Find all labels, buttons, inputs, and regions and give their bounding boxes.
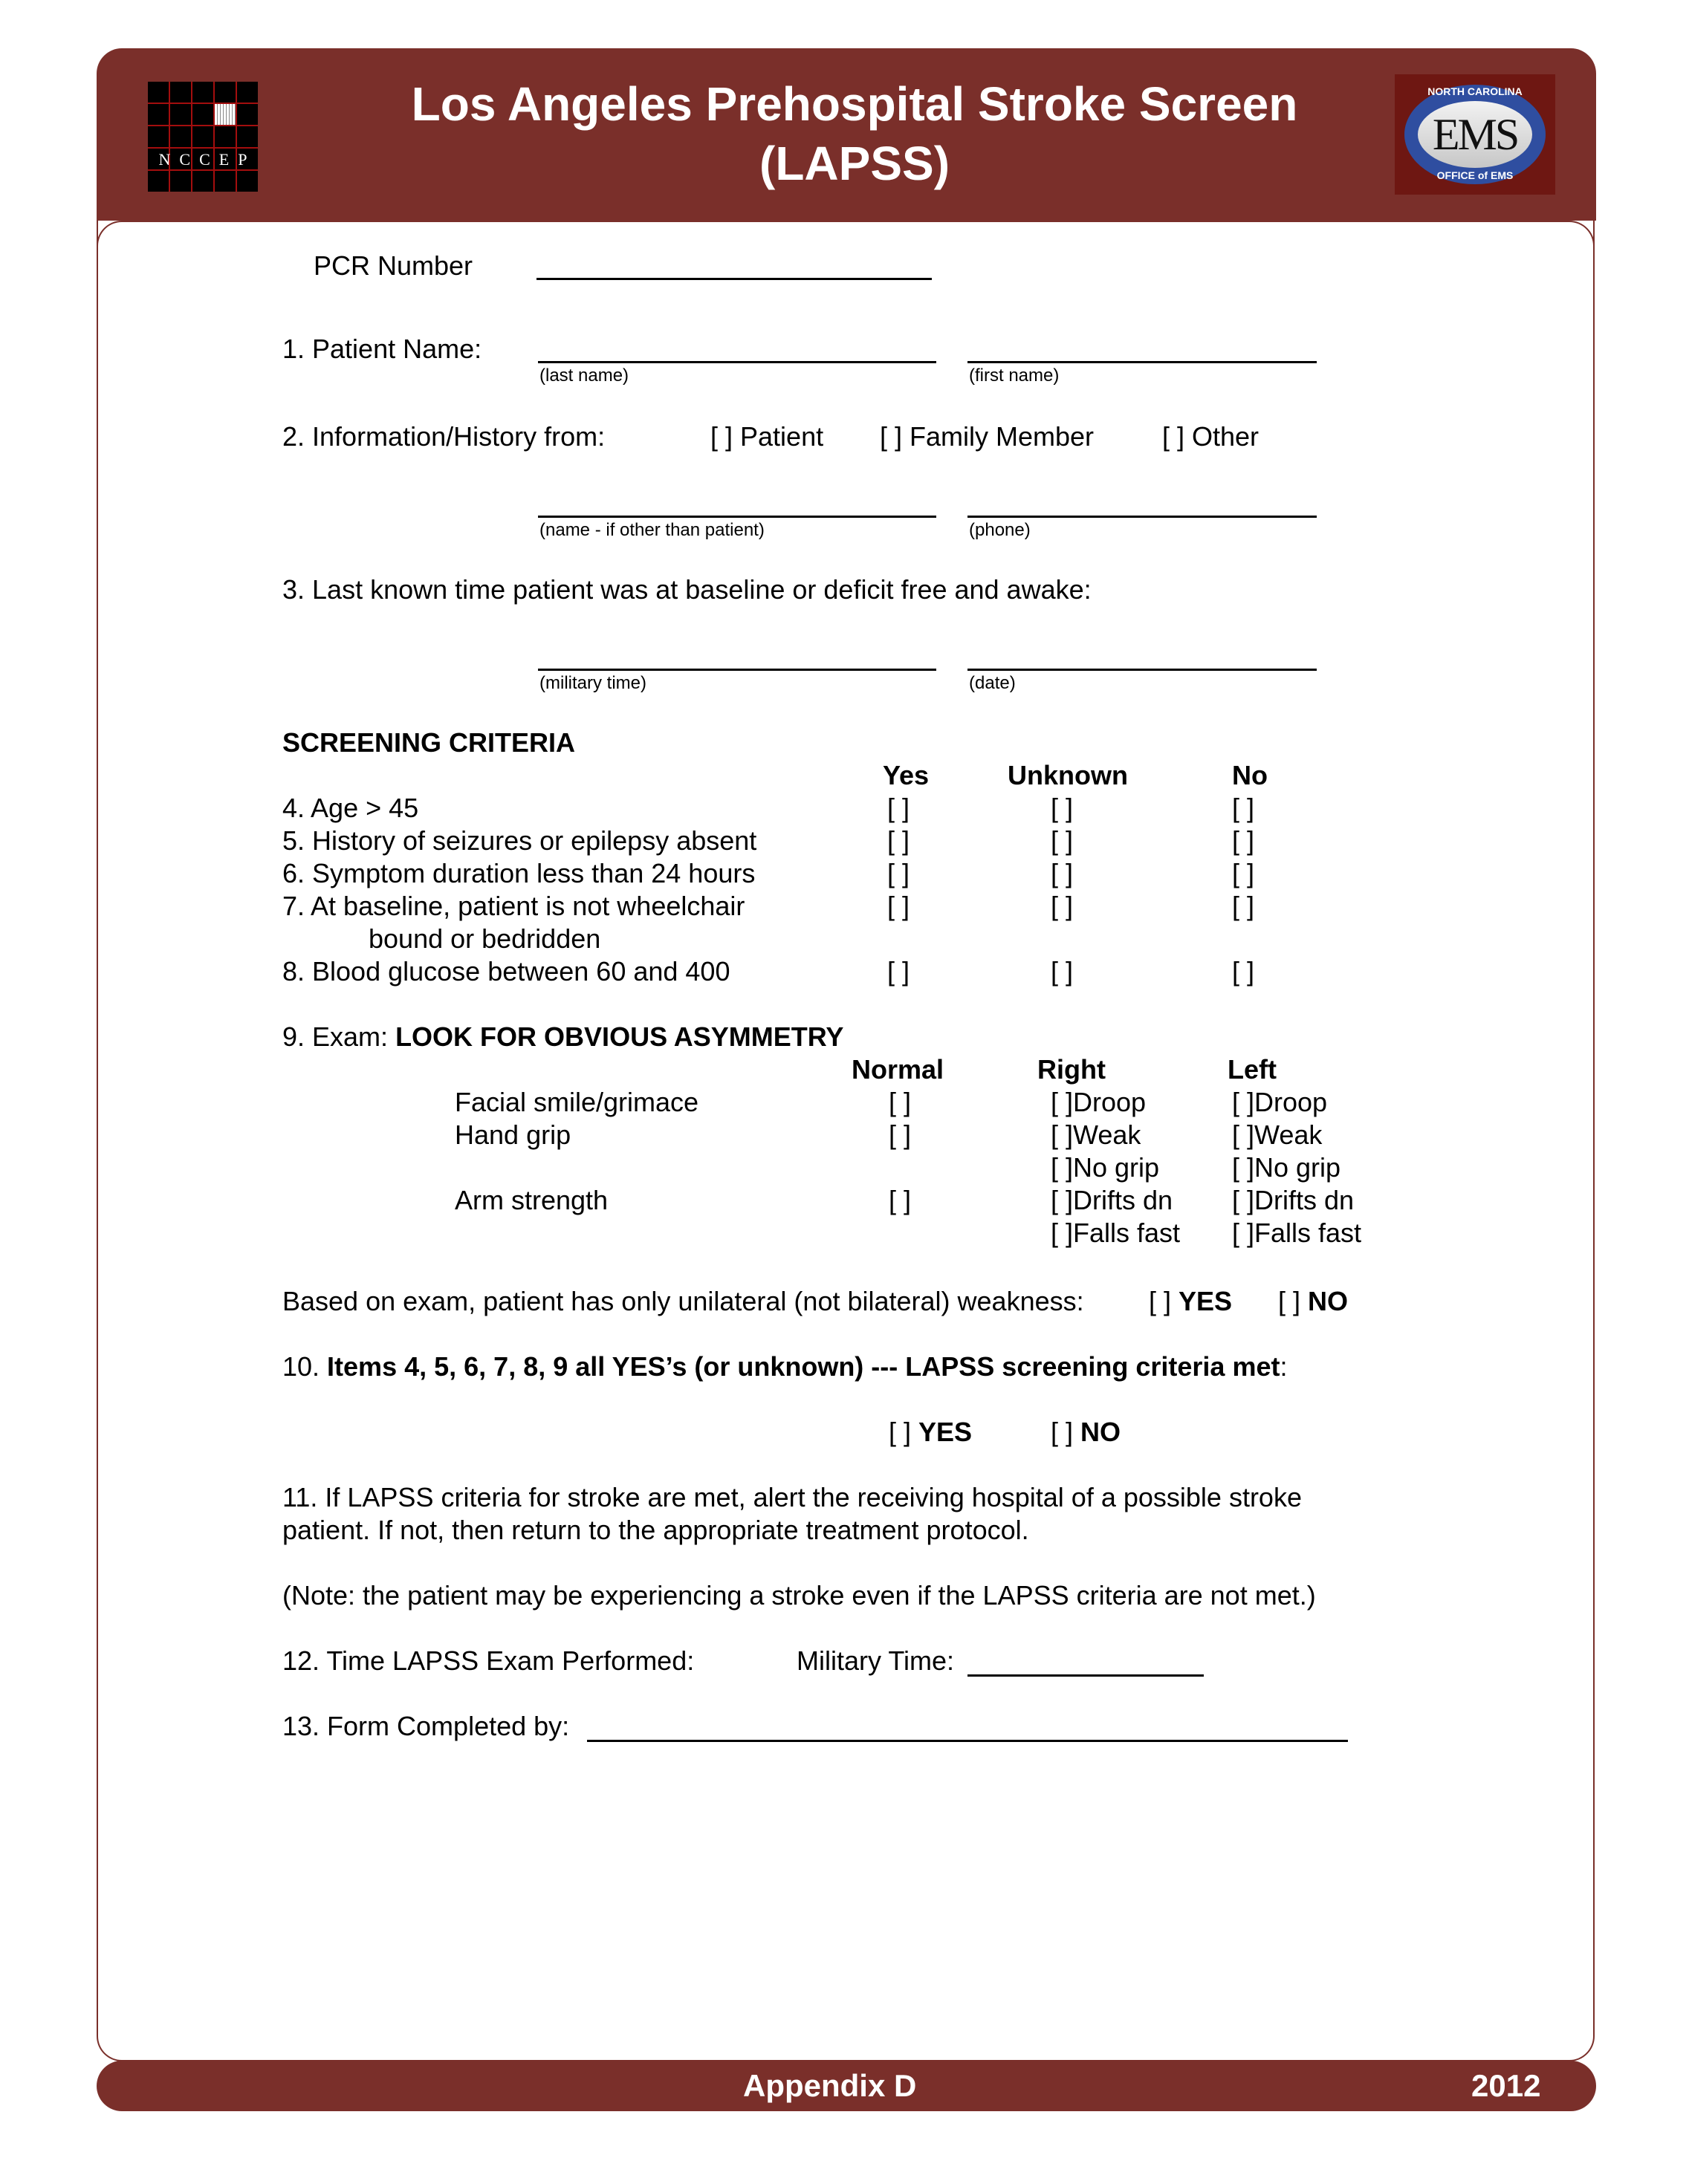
wheelchair-yes-checkbox[interactable]: [ ] bbox=[887, 891, 910, 921]
exam-arm-strength: Arm strength bbox=[455, 1185, 609, 1215]
duration-unknown-checkbox[interactable]: [ ] bbox=[1051, 858, 1074, 888]
military-time-field[interactable] bbox=[538, 669, 936, 671]
screening-heading: SCREENING CRITERIA bbox=[282, 727, 576, 758]
phone-field[interactable] bbox=[967, 516, 1317, 518]
right-no-grip-checkbox[interactable] bbox=[1051, 1151, 1159, 1184]
exam-time-label: 12. Time LAPSS Exam Performed: bbox=[282, 1645, 695, 1676]
age-yes-checkbox[interactable]: [ ] bbox=[887, 793, 910, 823]
logo-ems-text: EMS bbox=[1432, 110, 1518, 159]
option-label: Droop bbox=[1073, 1087, 1147, 1117]
col-left: Left bbox=[1228, 1054, 1277, 1085]
first-name-caption: (first name) bbox=[969, 365, 1060, 386]
seizures-no-checkbox[interactable]: [ ] bbox=[1232, 825, 1255, 856]
option-label: Weak bbox=[1254, 1119, 1323, 1150]
option-label: NO bbox=[1308, 1286, 1349, 1316]
left-no-grip-checkbox[interactable] bbox=[1232, 1151, 1340, 1184]
left-drifts-checkbox[interactable] bbox=[1232, 1184, 1354, 1217]
right-falls-checkbox[interactable] bbox=[1051, 1217, 1180, 1249]
nccep-logo bbox=[148, 82, 258, 192]
option-label: YES bbox=[918, 1417, 973, 1447]
page-title-line2: (LAPSS) bbox=[759, 137, 950, 190]
page-title-line1: Los Angeles Prehospital Stroke Screen bbox=[411, 77, 1298, 131]
age-no-checkbox[interactable]: [ ] bbox=[1232, 793, 1255, 823]
q11-line2: patient. If not, then return to the appropriate treatment protocol. bbox=[282, 1515, 1029, 1545]
checkbox-glyph: [ ] bbox=[1278, 1286, 1301, 1316]
patient-name-label: 1. Patient Name: bbox=[282, 334, 482, 364]
checkbox-glyph: [ ] bbox=[1232, 1119, 1255, 1150]
exam-facial: Facial smile/grimace bbox=[455, 1087, 699, 1117]
nc-oems-logo bbox=[1395, 74, 1555, 195]
info-history-label: 2. Information/History from: bbox=[282, 421, 606, 452]
checkbox-glyph: [ ] bbox=[1051, 1119, 1074, 1150]
nccep-logo-text: NCCEP bbox=[158, 150, 256, 169]
criteria-met-question bbox=[282, 1351, 1287, 1383]
unilateral-question: Based on exam, patient has only unilateral (not bilateral) weakness: bbox=[282, 1286, 1084, 1316]
criteria-glucose: 8. Blood glucose between 60 and 400 bbox=[282, 956, 730, 987]
criteria-met-yes-checkbox[interactable] bbox=[889, 1416, 972, 1449]
q10-prefix: 10. bbox=[282, 1351, 328, 1382]
right-droop-checkbox[interactable] bbox=[1051, 1086, 1146, 1119]
right-drifts-checkbox[interactable] bbox=[1051, 1184, 1173, 1217]
wheelchair-unknown-checkbox[interactable]: [ ] bbox=[1051, 891, 1074, 921]
facial-normal-checkbox[interactable]: [ ] bbox=[889, 1087, 912, 1117]
checkbox-glyph: [ ] bbox=[1051, 1152, 1074, 1183]
criteria-wheelchair: 7. At baseline, patient is not wheelchair bbox=[282, 891, 745, 921]
unilateral-no-checkbox[interactable] bbox=[1278, 1285, 1348, 1318]
unilateral-yes-checkbox[interactable] bbox=[1149, 1285, 1232, 1318]
col-yes: Yes bbox=[883, 760, 930, 790]
checkbox-glyph: [ ] bbox=[889, 1417, 912, 1447]
col-unknown: Unknown bbox=[1008, 760, 1128, 790]
option-other[interactable]: [ ] Other bbox=[1162, 421, 1260, 452]
right-weak-checkbox[interactable] bbox=[1051, 1119, 1141, 1151]
exam-military-time-field[interactable] bbox=[967, 1674, 1204, 1677]
date-caption: (date) bbox=[969, 673, 1016, 693]
checkbox-glyph: [ ] bbox=[1051, 1185, 1074, 1215]
grip-normal-checkbox[interactable]: [ ] bbox=[889, 1119, 912, 1150]
left-weak-checkbox[interactable] bbox=[1232, 1119, 1322, 1151]
checkbox-glyph: [ ] bbox=[1232, 1218, 1255, 1248]
left-droop-checkbox[interactable] bbox=[1232, 1086, 1327, 1119]
criteria-seizures: 5. History of seizures or epilepsy absent bbox=[282, 825, 757, 856]
footer-year: 2012 bbox=[1471, 2068, 1541, 2103]
checkbox-glyph: [ ] bbox=[1232, 1185, 1255, 1215]
exam-prefix: 9. Exam: bbox=[282, 1021, 396, 1052]
pcr-number-field[interactable] bbox=[536, 278, 932, 280]
date-field[interactable] bbox=[967, 669, 1317, 671]
glucose-no-checkbox[interactable]: [ ] bbox=[1232, 956, 1255, 987]
arm-normal-checkbox[interactable]: [ ] bbox=[889, 1185, 912, 1215]
grid-mark-icon bbox=[215, 104, 236, 125]
other-name-caption: (name - if other than patient) bbox=[539, 520, 765, 540]
military-time-caption: (military time) bbox=[539, 673, 646, 693]
duration-no-checkbox[interactable]: [ ] bbox=[1232, 858, 1255, 888]
checkbox-glyph: [ ] bbox=[1232, 1087, 1255, 1117]
glucose-unknown-checkbox[interactable]: [ ] bbox=[1051, 956, 1074, 987]
option-label: Droop bbox=[1254, 1087, 1328, 1117]
checkbox-glyph: [ ] bbox=[1051, 1218, 1074, 1248]
last-name-caption: (last name) bbox=[539, 365, 629, 386]
exam-heading bbox=[282, 1021, 843, 1053]
q10-suffix: : bbox=[1280, 1351, 1288, 1382]
last-known-time-label: 3. Last known time patient was at baseline or deficit free and awake: bbox=[282, 574, 1092, 605]
phone-caption: (phone) bbox=[969, 520, 1031, 540]
completed-by-field[interactable] bbox=[587, 1740, 1348, 1742]
left-falls-checkbox[interactable] bbox=[1232, 1217, 1361, 1249]
option-label: Drifts dn bbox=[1254, 1185, 1355, 1215]
note-text: (Note: the patient may be experiencing a stroke even if the LAPSS criteria are not met.) bbox=[282, 1580, 1316, 1611]
option-label: Weak bbox=[1073, 1119, 1141, 1150]
checkbox-glyph: [ ] bbox=[1051, 1417, 1074, 1447]
checkbox-glyph: [ ] bbox=[1149, 1286, 1172, 1316]
col-right: Right bbox=[1037, 1054, 1106, 1085]
option-family-member[interactable]: [ ] Family Member bbox=[880, 421, 1095, 452]
last-name-field[interactable] bbox=[538, 361, 936, 363]
option-label: Falls fast bbox=[1254, 1218, 1362, 1248]
duration-yes-checkbox[interactable]: [ ] bbox=[887, 858, 910, 888]
option-patient[interactable]: [ ] Patient bbox=[710, 421, 824, 452]
logo-bottom-text: OFFICE of EMS bbox=[1436, 169, 1514, 181]
pcr-label: PCR Number bbox=[314, 250, 473, 281]
glucose-yes-checkbox[interactable]: [ ] bbox=[887, 956, 910, 987]
q11-line1: 11. If LAPSS criteria for stroke are met, alert the receiving hospital of a possible stroke bbox=[282, 1482, 1302, 1512]
criteria-age: 4. Age > 45 bbox=[282, 793, 419, 823]
col-normal: Normal bbox=[852, 1054, 944, 1085]
other-name-field[interactable] bbox=[538, 516, 936, 518]
exam-heading-bold: LOOK FOR OBVIOUS ASYMMETRY bbox=[395, 1021, 844, 1052]
footer-appendix: Appendix D bbox=[743, 2068, 917, 2103]
option-label: YES bbox=[1179, 1286, 1233, 1316]
military-time-label: Military Time: bbox=[797, 1645, 955, 1676]
seizures-unknown-checkbox[interactable]: [ ] bbox=[1051, 825, 1074, 856]
checkbox-glyph: [ ] bbox=[1051, 1087, 1074, 1117]
criteria-wheelchair-cont: bound or bedridden bbox=[369, 923, 601, 954]
col-no: No bbox=[1232, 760, 1268, 790]
logo-top-text: NORTH CAROLINA bbox=[1427, 85, 1523, 97]
option-label: Falls fast bbox=[1073, 1218, 1181, 1248]
criteria-met-no-checkbox[interactable] bbox=[1051, 1416, 1121, 1449]
criteria-duration: 6. Symptom duration less than 24 hours bbox=[282, 858, 756, 888]
form-frame bbox=[97, 221, 1595, 2061]
option-label: No grip bbox=[1254, 1152, 1341, 1183]
seizures-yes-checkbox[interactable]: [ ] bbox=[887, 825, 910, 856]
first-name-field[interactable] bbox=[967, 361, 1317, 363]
q10-text: Items 4, 5, 6, 7, 8, 9 all YES’s (or unknown) --- LAPSS screening criteria met bbox=[327, 1351, 1280, 1382]
option-label: Drifts dn bbox=[1073, 1185, 1173, 1215]
checkbox-glyph: [ ] bbox=[1232, 1152, 1255, 1183]
exam-hand-grip: Hand grip bbox=[455, 1119, 571, 1150]
age-unknown-checkbox[interactable]: [ ] bbox=[1051, 793, 1074, 823]
option-label: No grip bbox=[1073, 1152, 1160, 1183]
completed-by-label: 13. Form Completed by: bbox=[282, 1711, 570, 1741]
wheelchair-no-checkbox[interactable]: [ ] bbox=[1232, 891, 1255, 921]
option-label: NO bbox=[1080, 1417, 1121, 1447]
